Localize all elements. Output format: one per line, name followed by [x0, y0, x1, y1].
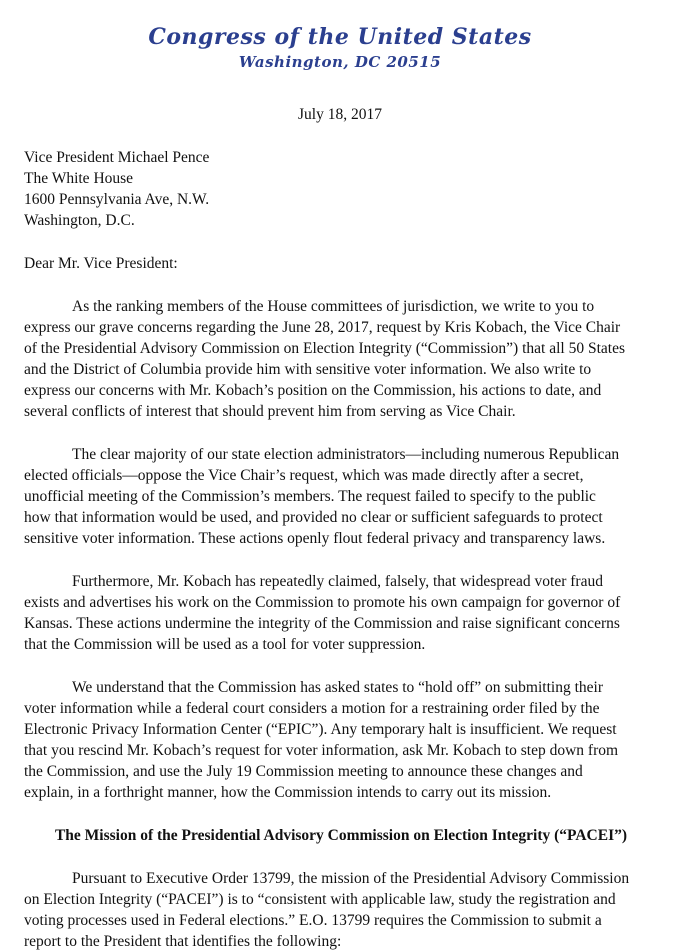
- paragraph-2: [24, 444, 664, 549]
- paragraph-line: exists and advertises his work on the Commission to promote his own campaign for governor of: [24, 594, 621, 611]
- paragraph-line: report to the President that identifies the following:: [24, 933, 342, 950]
- recipient-line: Washington, D.C.: [24, 212, 135, 229]
- paragraph-line: Electronic Privacy Information Center (“EPIC”). Any temporary halt is insufficient. We request: [24, 721, 617, 738]
- paragraph-line: the Commission, and use the July 19 Commission meeting to announce these changes and: [24, 763, 583, 780]
- paragraph-1: [24, 296, 664, 422]
- section-heading: The Mission of the Presidential Advisory Commission on Election Integrity (“PACEI”): [54, 827, 628, 844]
- recipient-line: The White House: [24, 170, 134, 187]
- paragraph-line: on Election Integrity (“PACEI”) is to “consistent with applicable law, study the registration and: [24, 891, 616, 908]
- paragraph-line: how that information would be used, and provided no clear or sufficient safeguards to protect: [24, 509, 603, 526]
- paragraph-line: and the District of Columbia provide him with sensitive voter information. We also write to: [24, 361, 592, 378]
- paragraph-line: explain, in a forthright manner, how the Commission intends to carry out its mission.: [24, 784, 552, 801]
- letterhead-title: Congress of the United States: [148, 24, 532, 50]
- letterhead-city: Washington, DC 20515: [238, 53, 442, 71]
- paragraph-line: that the Commission will be used as a tool for voter suppression.: [24, 636, 426, 653]
- recipient-address: [24, 147, 664, 231]
- letterhead: [0, 24, 680, 72]
- recipient-line: Vice President Michael Pence: [24, 149, 210, 166]
- paragraph-line: Kansas. These actions undermine the integrity of the Commission and raise significant concerns: [24, 615, 620, 632]
- paragraph-line: The clear majority of our state election administrators—including numerous Republican: [72, 446, 620, 463]
- paragraph-4: [24, 677, 664, 803]
- paragraph-line: of the Presidential Advisory Commission on Election Integrity (“Commission”) that all 50 States: [24, 340, 625, 357]
- letter-date: July 18, 2017: [298, 106, 382, 123]
- paragraph-line: voting processes used in Federal elections.” E.O. 13799 requires the Commission to submit a: [24, 912, 602, 929]
- paragraph-line: express our concerns with Mr. Kobach’s position on the Commission, his actions to date, and: [24, 382, 602, 399]
- paragraph-5: [24, 868, 664, 952]
- paragraph-3: [24, 571, 664, 655]
- paragraph-line: express our grave concerns regarding the June 28, 2017, request by Kris Kobach, the Vice Chair: [24, 319, 621, 336]
- paragraph-line: unofficial meeting of the Commission’s members. The request failed to specify to the public: [24, 488, 596, 505]
- paragraph-line: several conflicts of interest that should prevent him from serving as Vice Chair.: [24, 403, 516, 420]
- paragraph-line: We understand that the Commission has asked states to “hold off” on submitting their: [72, 679, 603, 696]
- recipient-line: 1600 Pennsylvania Ave, N.W.: [24, 191, 210, 208]
- paragraph-line: that you rescind Mr. Kobach’s request for voter information, ask Mr. Kobach to step down from: [24, 742, 619, 759]
- salutation: Dear Mr. Vice President:: [24, 255, 178, 272]
- paragraph-line: Furthermore, Mr. Kobach has repeatedly claimed, falsely, that widespread voter fraud: [72, 573, 603, 590]
- paragraph-line: elected officials—oppose the Vice Chair’s request, which was made directly after a secret,: [24, 467, 584, 484]
- paragraph-line: voter information while a federal court considers a motion for a restraining order filed by the: [24, 700, 600, 717]
- paragraph-line: Pursuant to Executive Order 13799, the mission of the Presidential Advisory Commission: [72, 870, 630, 887]
- letter-body: [24, 147, 664, 952]
- paragraph-line: As the ranking members of the House committees of jurisdiction, we write to you to: [72, 298, 595, 315]
- paragraph-line: sensitive voter information. These actions openly flout federal privacy and transparency laws.: [24, 530, 606, 547]
